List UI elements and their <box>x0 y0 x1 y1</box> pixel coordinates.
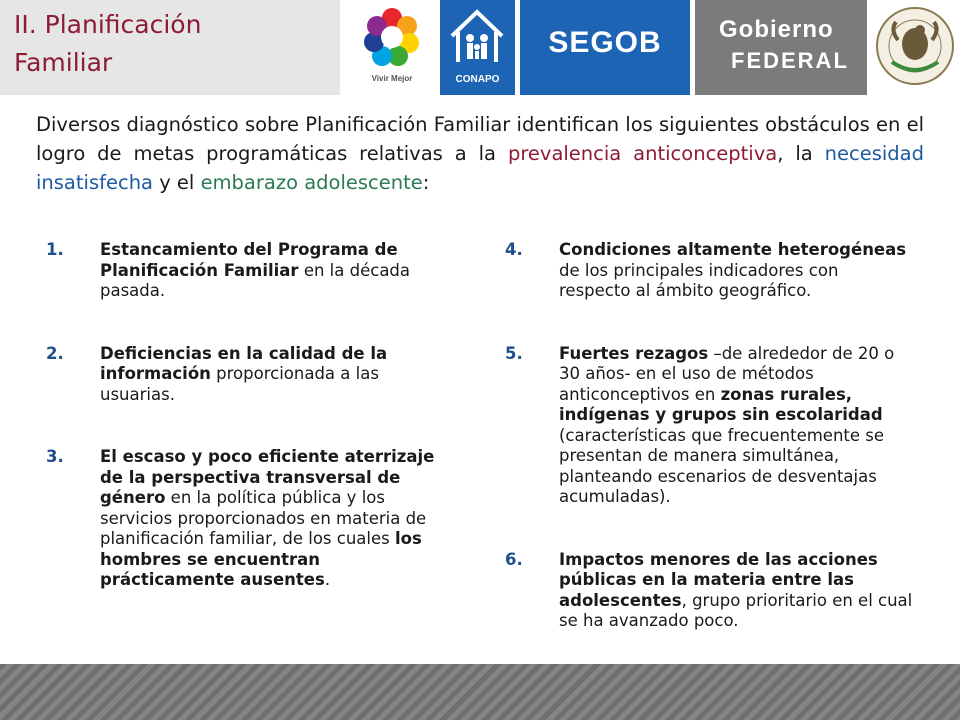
header-banner <box>0 0 960 95</box>
list-item <box>46 344 458 406</box>
item-number: 2. <box>46 343 64 363</box>
vivir-mejor-logo <box>348 0 436 95</box>
flower-icon <box>362 6 422 70</box>
item-bold: los hombres se encuentran prácticamente ausentes <box>100 529 422 589</box>
item-text: en la década pasada. <box>100 260 411 300</box>
title-line1: II. Planificación <box>14 10 202 39</box>
intro-part3: y el <box>153 171 201 194</box>
item-bold: zonas rurales, indígenas y grupos sin escolaridad <box>559 384 883 424</box>
vivir-mejor-text: Vivir Mejor <box>371 74 413 83</box>
necesidad-insatisfecha: necesidad insatisfecha <box>36 142 925 194</box>
embarazo-adolescente: embarazo adolescente <box>200 171 423 194</box>
list-item <box>505 240 915 302</box>
item-text: –de alrededor de 20 o 30 años- en el uso de métodos anticonceptivos en <box>559 343 895 404</box>
slide-title <box>14 6 201 82</box>
list-item <box>46 240 458 302</box>
conapo-text: CONAPO <box>455 74 500 85</box>
house-family-icon <box>440 0 515 70</box>
item-bold: Estancamiento del Programa de Planificación Familiar <box>100 240 398 280</box>
intro-part4: : <box>422 171 430 194</box>
list-item <box>505 344 915 508</box>
item-number: 6. <box>505 549 523 569</box>
item-number: 5. <box>505 343 523 363</box>
eagle-seal-icon <box>870 0 960 95</box>
item-text: proporcionada a las usuarias. <box>100 364 379 404</box>
item-number: 3. <box>46 447 64 466</box>
list-item <box>46 447 458 591</box>
item-text: . <box>324 570 331 589</box>
gobierno-federal-logo <box>695 0 867 95</box>
left-list <box>46 240 458 591</box>
item-bold: Deficiencias en la calidad de la información <box>100 343 388 383</box>
item-number: 1. <box>46 240 64 259</box>
item-bold: Condiciones altamente heterogéneas <box>559 240 907 259</box>
segob-text: SEGOB <box>548 26 662 59</box>
intro-part1: Diversos diagnóstico sobre Planificación Familiar identifican los siguientes obstáculos en el logro de metas programáticas relativas a la <box>36 113 924 165</box>
item-text: , grupo prioritario en el cual se ha avanzado poco. <box>559 590 913 630</box>
segob-logo <box>520 0 690 95</box>
title-line2: Familiar <box>14 48 113 77</box>
item-text: (características que frecuentemente se presentan de manera simultánea, planteando escenarios de desventajas acumuladas). <box>559 425 885 506</box>
item-text: en la política pública y los servicios proporcionados en materia de planificación familiar, de los cuales <box>100 488 427 548</box>
gobierno-text: Gobierno <box>719 16 834 43</box>
footer-band <box>0 664 960 720</box>
item-bold: Fuertes rezagos <box>559 343 709 363</box>
mexico-seal <box>870 0 960 95</box>
intro-part2: , la <box>777 142 825 165</box>
item-text: de los principales indicadores con respecto al ámbito geográfico. <box>559 260 839 300</box>
federal-text: FEDERAL <box>731 48 849 73</box>
item-bold: El escaso y poco eficiente aterrizaje de la perspectiva transversal de género <box>100 447 435 507</box>
conapo-logo <box>440 0 515 95</box>
intro-paragraph <box>36 110 924 197</box>
item-bold: Impactos menores de las acciones públicas en la materia entre las adolescentes <box>559 549 878 610</box>
right-list <box>505 240 915 632</box>
prevalencia-anticonceptiva: prevalencia anticonceptiva <box>507 142 778 165</box>
title-box <box>0 0 340 95</box>
item-number: 4. <box>505 240 523 259</box>
list-item <box>505 550 915 632</box>
